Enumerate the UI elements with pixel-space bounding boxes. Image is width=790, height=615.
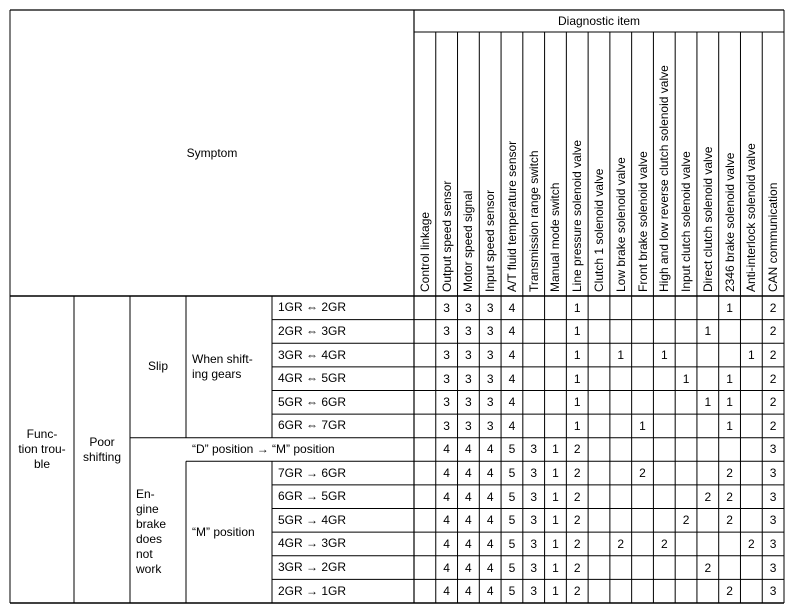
- table-cell: 2: [769, 300, 777, 315]
- table-cell: 4: [443, 536, 450, 551]
- table-cell: 5: [508, 489, 516, 504]
- table-cell: 3: [465, 418, 472, 433]
- table-cell: 1: [617, 348, 625, 363]
- row-label: 3GR → 2GR: [278, 560, 347, 575]
- table-cell: 2: [573, 536, 581, 551]
- column-header: Input speed sensor: [483, 189, 498, 292]
- m-position-label: “M” position: [192, 524, 255, 539]
- table-cell: 2: [769, 324, 777, 339]
- table-cell: 3: [769, 442, 777, 457]
- table-cell: 3: [443, 300, 450, 315]
- column-header: Clutch 1 solenoid valve: [592, 168, 606, 292]
- column-header: A/T fluid temperature sensor: [504, 140, 519, 292]
- table-cell: 1: [682, 371, 690, 386]
- table-cell: 1: [552, 584, 559, 599]
- table-cell: 2: [769, 395, 777, 410]
- table-cell: 4: [508, 300, 516, 315]
- table-cell: 3: [465, 395, 472, 410]
- column-header: Motor speed signal: [461, 190, 476, 292]
- row-label: 6GR → 5GR: [278, 489, 347, 504]
- table-cell: 3: [465, 324, 472, 339]
- table-cell: 4: [486, 584, 494, 599]
- table-cell: 5: [508, 466, 516, 481]
- table-cell: 2: [617, 536, 625, 551]
- table-cell: 2: [704, 489, 712, 504]
- table-cell: 4: [465, 442, 472, 457]
- table-cell: 3: [769, 560, 777, 575]
- column-header: Front brake solenoid valve: [635, 151, 650, 292]
- table-cell: 2: [769, 371, 777, 386]
- table-cell: 4: [486, 513, 494, 528]
- table-cell: 3: [465, 348, 472, 363]
- table-cell: 1: [660, 348, 668, 363]
- table-cell: 2: [639, 466, 646, 481]
- table-cell: 3: [486, 324, 494, 339]
- table-cell: 2: [573, 584, 581, 599]
- table-cell: 2: [726, 466, 733, 481]
- table-cell: 5: [508, 584, 516, 599]
- table-cell: 1: [552, 466, 559, 481]
- column-header: High and low reverse clutch solenoid valve: [657, 65, 672, 292]
- symptom-header: Symptom: [186, 145, 238, 160]
- table-cell: 5: [508, 513, 516, 528]
- table-cell: 2: [769, 418, 777, 433]
- row-label: 3GR ⇔ 4GR: [278, 347, 347, 362]
- table-cell: 2: [726, 513, 733, 528]
- row-label: 4GR ⇔ 5GR: [278, 371, 347, 386]
- table-cell: 4: [486, 466, 494, 481]
- table-cell: 5: [508, 560, 516, 575]
- table-cell: 1: [639, 418, 646, 433]
- table-cell: 2: [769, 348, 777, 363]
- table-cell: 1: [748, 348, 755, 363]
- table-cell: 3: [769, 513, 777, 528]
- table-cell: 2: [573, 513, 581, 528]
- table-cell: 3: [443, 324, 450, 339]
- table-cell: 3: [530, 489, 538, 504]
- table-cell: 3: [486, 300, 494, 315]
- table-cell: 4: [443, 513, 450, 528]
- diagnostic-item-header: Diagnostic item: [557, 13, 641, 28]
- row-label: “D” position → “M” position: [192, 441, 335, 456]
- column-header: Control linkage: [417, 211, 432, 292]
- table-cell: 3: [530, 584, 538, 599]
- table-cell: 3: [769, 584, 777, 599]
- column-header: Direct clutch solenoid valve: [700, 146, 715, 292]
- table-cell: 4: [443, 560, 450, 575]
- table-cell: 4: [465, 466, 472, 481]
- table-cell: 3: [530, 466, 538, 481]
- table-cell: 1: [573, 324, 581, 339]
- table-cell: 2: [682, 513, 690, 528]
- table-cell: 3: [465, 300, 472, 315]
- table-cell: 3: [769, 536, 777, 551]
- table-cell: 3: [443, 418, 450, 433]
- table-cell: 3: [486, 348, 494, 363]
- table-cell: 2: [748, 536, 755, 551]
- table-cell: 4: [465, 489, 472, 504]
- table-cell: 4: [508, 418, 516, 433]
- table-cell: 4: [443, 442, 450, 457]
- when-shifting-label: When shift- ing gears: [192, 351, 253, 381]
- table-cell: 3: [486, 418, 494, 433]
- table-cell: 3: [486, 395, 494, 410]
- table-cell: 4: [486, 489, 494, 504]
- table-cell: 2: [573, 560, 581, 575]
- table-cell: 3: [486, 371, 494, 386]
- table-cell: 1: [704, 324, 712, 339]
- table-cell: 1: [726, 418, 733, 433]
- row-label: 4GR → 3GR: [278, 536, 347, 551]
- table-cell: 1: [552, 536, 559, 551]
- table-cell: 4: [508, 371, 516, 386]
- table-cell: 4: [508, 348, 516, 363]
- slip-label: Slip: [147, 359, 168, 374]
- table-cell: 2: [660, 536, 668, 551]
- table-cell: 4: [465, 536, 472, 551]
- table-cell: 2: [573, 466, 581, 481]
- table-cell: 1: [573, 395, 581, 410]
- table-cell: 1: [552, 513, 559, 528]
- poor-shifting-label: Poor shifting: [82, 434, 122, 464]
- table-cell: 4: [486, 442, 494, 457]
- table-cell: 1: [552, 489, 559, 504]
- function-trouble-label: Func- tion trou- ble: [18, 427, 66, 471]
- table-cell: 3: [769, 489, 777, 504]
- table-cell: 2: [573, 442, 581, 457]
- table-cell: 1: [573, 371, 581, 386]
- row-label: 1GR ⇔ 2GR: [278, 300, 347, 315]
- table-cell: 5: [508, 536, 516, 551]
- table-cell: 1: [726, 300, 733, 315]
- table-cell: 3: [530, 536, 538, 551]
- table-cell: 4: [443, 489, 450, 504]
- column-header: 2346 brake solenoid valve: [722, 152, 737, 292]
- table-cell: 2: [726, 489, 733, 504]
- table-cell: 4: [465, 560, 472, 575]
- table-cell: 3: [769, 466, 777, 481]
- table-cell: 3: [465, 371, 472, 386]
- table-cell: 1: [552, 560, 559, 575]
- table-cell: 2: [573, 489, 581, 504]
- table-cell: 3: [443, 348, 450, 363]
- table-cell: 1: [573, 348, 581, 363]
- table-cell: 2: [704, 560, 712, 575]
- table-cell: 3: [443, 395, 450, 410]
- row-label: 5GR ⇔ 6GR: [278, 394, 347, 409]
- column-header: Input clutch solenoid valve: [679, 151, 694, 292]
- table-cell: 4: [443, 584, 450, 599]
- table-cell: 4: [486, 536, 494, 551]
- row-label: 2GR ⇔ 3GR: [278, 323, 347, 338]
- table-cell: 4: [508, 324, 516, 339]
- row-label: 2GR → 1GR: [278, 583, 347, 598]
- column-header: Low brake solenoid valve: [613, 157, 628, 292]
- row-label: 7GR → 6GR: [278, 465, 347, 480]
- table-cell: 1: [704, 395, 712, 410]
- column-header: Line pressure solenoid valve: [570, 139, 585, 292]
- column-header: Transmission range switch: [526, 150, 541, 292]
- column-header: Output speed sensor: [439, 180, 454, 292]
- table-cell: 3: [530, 513, 538, 528]
- engine-brake-label: En- gine brake does not work: [136, 487, 167, 577]
- table-cell: 1: [726, 371, 733, 386]
- table-cell: 3: [530, 560, 538, 575]
- row-label: 6GR ⇔ 7GR: [278, 418, 347, 433]
- table-cell: 1: [726, 395, 733, 410]
- column-header: CAN communication: [766, 182, 781, 292]
- column-header: Anti-interlock solenoid valve: [744, 143, 759, 292]
- table-cell: 4: [508, 395, 516, 410]
- table-cell: 2: [726, 584, 733, 599]
- table-cell: 3: [443, 371, 450, 386]
- table-cell: 5: [508, 442, 516, 457]
- column-header: Manual mode switch: [548, 182, 563, 292]
- row-label: 5GR → 4GR: [278, 512, 347, 527]
- table-cell: 4: [465, 584, 472, 599]
- table-cell: 4: [465, 513, 472, 528]
- table-cell: 1: [573, 300, 581, 315]
- table-cell: 1: [552, 442, 559, 457]
- table-cell: 4: [443, 466, 450, 481]
- table-cell: 1: [573, 418, 581, 433]
- table-cell: 3: [530, 442, 538, 457]
- table-cell: 4: [486, 560, 494, 575]
